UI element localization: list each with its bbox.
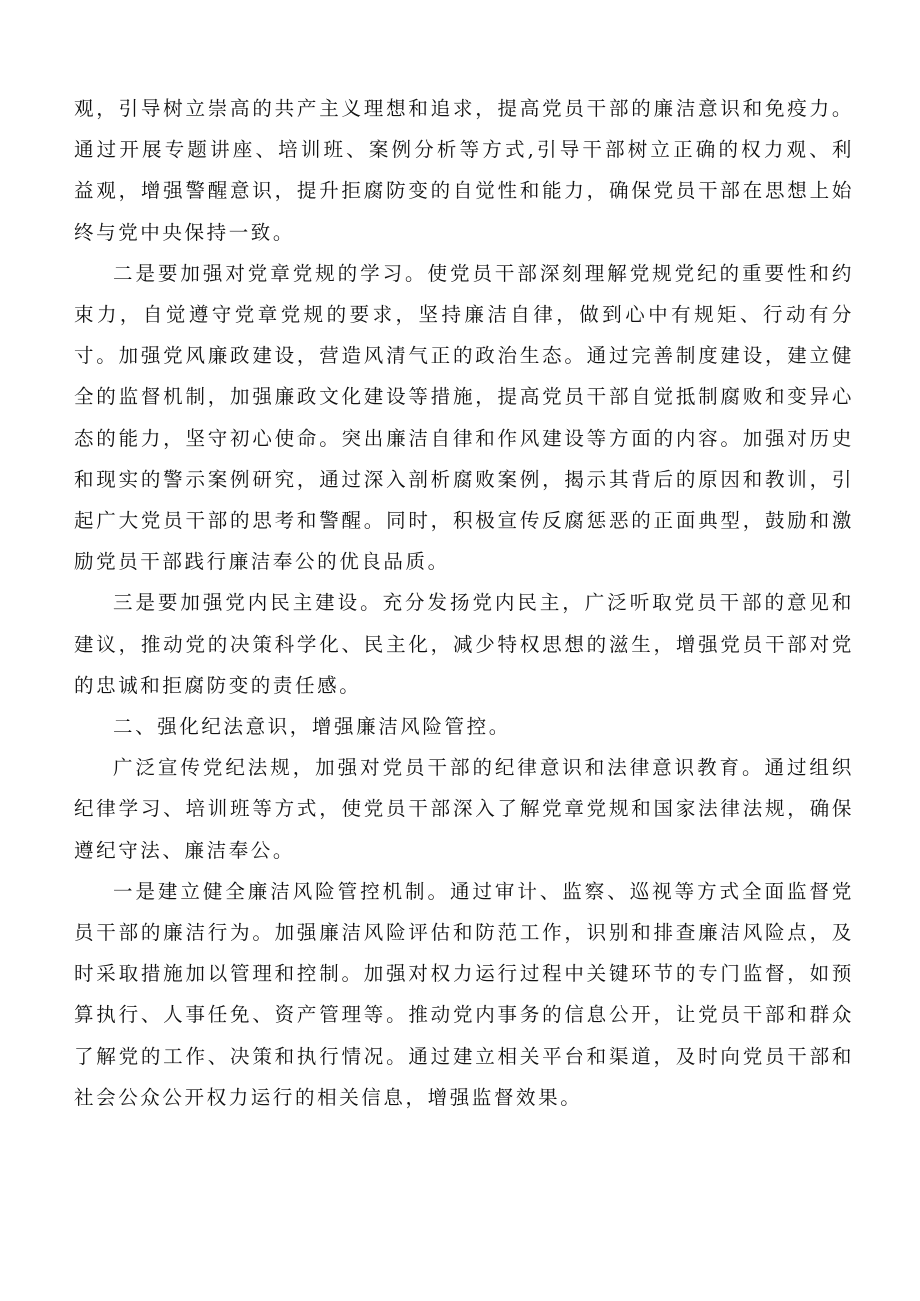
paragraph-2: 二是要加强对党章党规的学习。使党员干部深刻理解党规党纪的重要性和约束力，自觉遵守党章党规的要求，坚持廉洁自律，做到心中有规矩、行动有分寸。加强党风廉政建设，营造风清气正的政治生态。通过完善制度建设，建立健全的监督机制，加强廉政文化建设等措施，提高党员干部自觉抵制腐败和变异心态的能力，坚守初心使命。突出廉洁自律和作风建设等方面的内容。加强对历史和现实的警示案例研究，通过深入剖析腐败案例，揭示其背后的原因和教训，引起广大党员干部的思考和警醒。同时，积极宣传反腐惩恶的正面典型，鼓励和激励党员干部践行廉洁奉公的优良品质。	[74, 261, 854, 574]
paragraph-5: 广泛宣传党纪法规，加强对党员干部的纪律意识和法律意识教育。通过组织纪律学习、培训班等方式，使党员干部深入了解党章党规和国家法律法规，确保遵纪守法、廉洁奉公。	[74, 756, 854, 862]
section-heading: 二、强化纪法意识，增强廉洁风险管控。	[113, 715, 511, 739]
paragraph-3: 三是要加强党内民主建设。充分发扬党内民主，广泛听取党员干部的意见和建议，推动党的决策科学化、民主化，减少特权思想的滋生，增强党员干部对党的忠诚和拒腐防变的责任感。	[74, 591, 854, 697]
paragraph-6: 一是建立健全廉洁风险管控机制。通过审计、监察、巡视等方式全面监督党员干部的廉洁行为。加强廉洁风险评估和防范工作，识别和排查廉洁风险点，及时采取措施加以管理和控制。加强对权力运行过程中关键环节的专门监督，如预算执行、人事任免、资产管理等。推动党内事务的信息公开，让党员干部和群众了解党的工作、决策和执行情况。通过建立相关平台和渠道，及时向党员干部和社会公众公开权力运行的相关信息，增强监督效果。	[74, 879, 854, 1109]
paragraph-1: 观，引导树立崇高的共产主义理想和追求，提高党员干部的廉洁意识和免疫力。通过开展专题讲座、培训班、案例分析等方式,引导干部树立正确的权力观、利益观，增强警醒意识，提升拒腐防变的自觉性和能力，确保党员干部在思想上始终与党中央保持一致。	[74, 97, 854, 244]
